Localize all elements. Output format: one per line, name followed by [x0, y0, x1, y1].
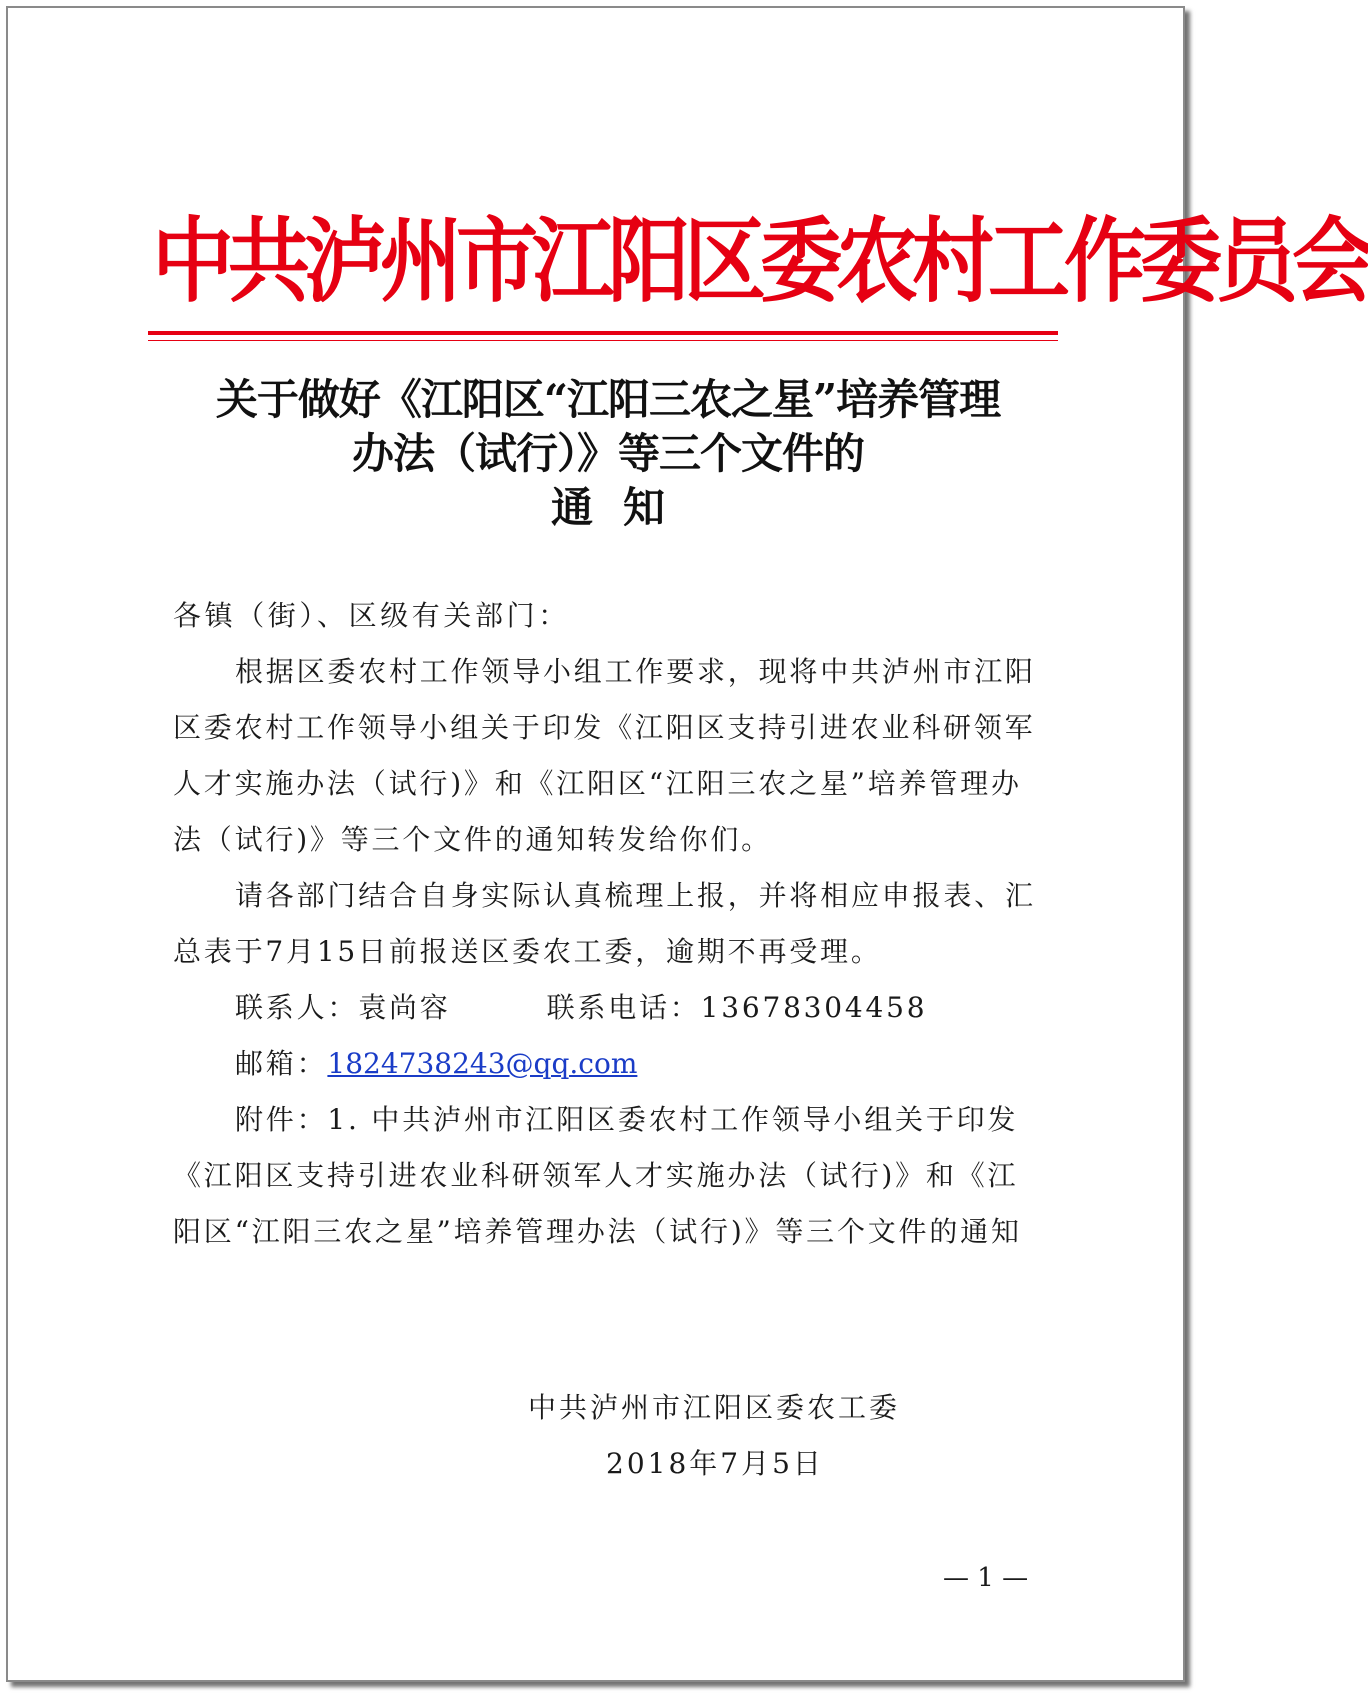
title-line-3: 通知: [550, 483, 695, 532]
document-body: [173, 588, 1043, 1260]
attachment-paragraph: 附件：1. 中共泸州市江阳区委农村工作领导小组关于印发《江阳区支持引进农业科研领军人才实施办法（试行)》和《江阳区“江阳三农之星”培养管理办法（试行)》等三个文件的通知: [173, 1103, 1022, 1248]
paragraph-1: 根据区委农村工作领导小组工作要求，现将中共泸州市江阳区委农村工作领导小组关于印发《江阳区支持引进农业科研领军人才实施办法（试行)》和《江阳区“江阳三农之星”培养管理办法（试行)》等三个文件的通知转发给你们。: [173, 655, 1036, 856]
signature-date: 2018年7月5日: [606, 1447, 824, 1480]
signature-block: [528, 1380, 948, 1492]
signature-organization: 中共泸州市江阳区委农工委: [528, 1391, 901, 1424]
email-link[interactable]: 1824738243@qq.com: [327, 1047, 638, 1080]
document-title: [158, 373, 1058, 535]
salutation: 各镇（街）、区级有关部门：: [173, 599, 570, 632]
header-red-rule-thin: [148, 340, 1058, 341]
contact-person: 联系人：袁尚容: [235, 991, 451, 1024]
page-number: — 1 —: [943, 1563, 1029, 1593]
title-line-2: 办法（试行）》等三个文件的: [351, 429, 864, 478]
header-red-rule-thick: [148, 331, 1058, 335]
email-row: [173, 1036, 1043, 1092]
document-page: [6, 6, 1368, 1682]
title-line-1: 关于做好《江阳区“江阳三农之星”培养管理: [215, 375, 1001, 424]
email-label: 邮箱：: [235, 1047, 328, 1080]
contact-phone: 联系电话：13678304458: [546, 991, 928, 1024]
paragraph-2: 请各部门结合自身实际认真梳理上报，并将相应申报表、汇总表于7月15日前报送区委农工委，逾期不再受理。: [173, 879, 1036, 968]
contact-row: [173, 980, 1043, 1036]
organization-header: 中共泸州市江阳区委农村工作委员会: [152, 209, 1368, 316]
